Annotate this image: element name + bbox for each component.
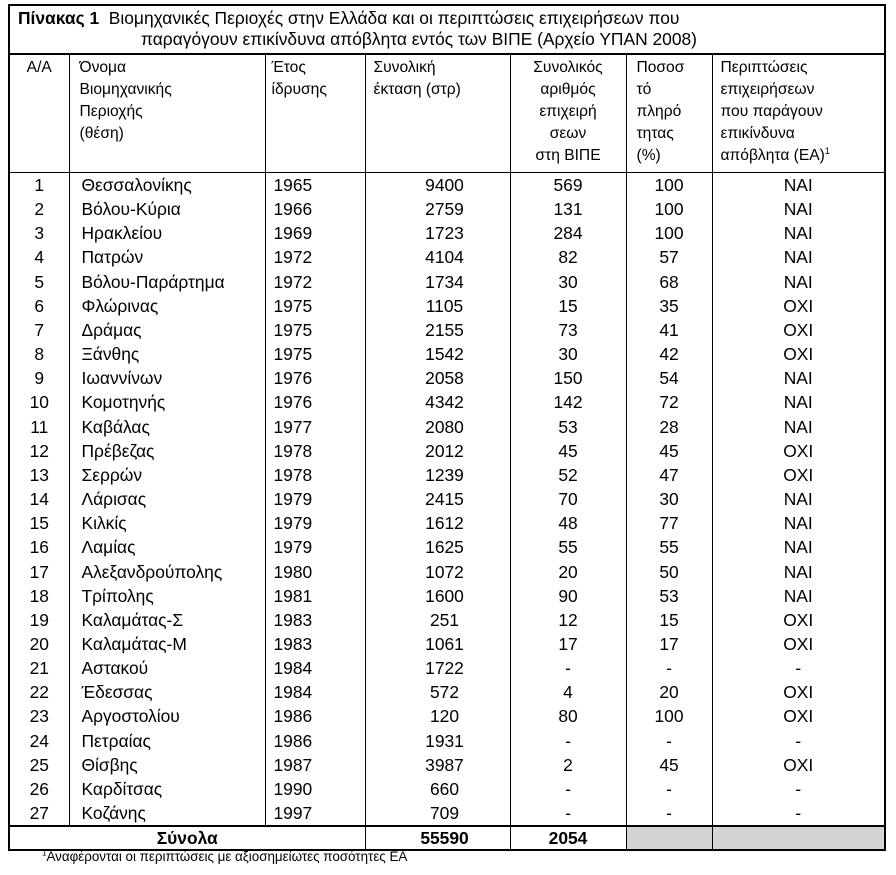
- row-hazard: ΟΧΙ: [712, 704, 885, 728]
- row-count: 52: [510, 463, 626, 487]
- row-aa: 21: [9, 656, 69, 680]
- row-area: 1734: [365, 270, 510, 294]
- row-count: 48: [510, 511, 626, 535]
- row-area: 2415: [365, 487, 510, 511]
- row-name: Καλαμάτας-Μ: [69, 632, 265, 656]
- row-year: 1975: [265, 342, 365, 366]
- row-aa: 20: [9, 632, 69, 656]
- row-area: 4342: [365, 390, 510, 414]
- row-pct: -: [626, 801, 712, 826]
- row-aa: 9: [9, 366, 69, 390]
- row-pct: 28: [626, 415, 712, 439]
- header-founded: Έτος ίδρυσης: [265, 54, 365, 173]
- row-aa: 18: [9, 584, 69, 608]
- row-area: 1612: [365, 511, 510, 535]
- row-hazard: ΝΑΙ: [712, 560, 885, 584]
- row-area: 4104: [365, 245, 510, 269]
- table-row: [9, 535, 885, 559]
- row-hazard: ΟΧΙ: [712, 318, 885, 342]
- row-area: 660: [365, 777, 510, 801]
- row-hazard: ΝΑΙ: [712, 415, 885, 439]
- header-hazard: Περιπτώσεις επιχειρήσεων που παράγουν επικίνδυνα απόβλητα $(EA)^1$: [712, 54, 885, 173]
- row-area: 2012: [365, 439, 510, 463]
- row-area: 2058: [365, 366, 510, 390]
- row-aa: 13: [9, 463, 69, 487]
- row-hazard: -: [712, 729, 885, 753]
- row-year: 1976: [265, 390, 365, 414]
- row-count: 131: [510, 197, 626, 221]
- row-name: Σερρών: [69, 463, 265, 487]
- totals-empty-hazard: [712, 826, 885, 850]
- row-name: Ιωαννίνων: [69, 366, 265, 390]
- row-count: 53: [510, 415, 626, 439]
- header-name: Όνομα Βιομηχανικής Περιοχής (θέση): [69, 54, 265, 173]
- row-count: -: [510, 656, 626, 680]
- row-name: Κοζάνης: [69, 801, 265, 826]
- row-aa: 24: [9, 729, 69, 753]
- table-row: [9, 704, 885, 728]
- table-row: [9, 294, 885, 318]
- row-year: 1975: [265, 318, 365, 342]
- totals-label: Σύνολα: [9, 826, 365, 850]
- table-row: [9, 318, 885, 342]
- row-year: 1984: [265, 656, 365, 680]
- table-row: [9, 197, 885, 221]
- table-row: [9, 656, 885, 680]
- row-aa: 15: [9, 511, 69, 535]
- row-name: Καβάλας: [69, 415, 265, 439]
- row-year: 1972: [265, 270, 365, 294]
- row-pct: 30: [626, 487, 712, 511]
- row-year: 1979: [265, 511, 365, 535]
- row-area: 3987: [365, 753, 510, 777]
- row-hazard: ΝΑΙ: [712, 221, 885, 245]
- table-row: [9, 608, 885, 632]
- row-year: 1980: [265, 560, 365, 584]
- row-pct: 53: [626, 584, 712, 608]
- row-name: Λάρισας: [69, 487, 265, 511]
- table-row: [9, 463, 885, 487]
- row-count: 70: [510, 487, 626, 511]
- caption-line-1: Βιομηχανικές Περιοχές στην Ελλάδα και οι περιπτώσεις επιχειρήσεων που: [108, 8, 680, 28]
- table-row: [9, 729, 885, 753]
- row-pct: 45: [626, 439, 712, 463]
- row-hazard: -: [712, 656, 885, 680]
- row-area: 1239: [365, 463, 510, 487]
- row-area: 1105: [365, 294, 510, 318]
- row-pct: 55: [626, 535, 712, 559]
- row-year: 1983: [265, 632, 365, 656]
- row-name: Πρέβεζας: [69, 439, 265, 463]
- row-pct: 72: [626, 390, 712, 414]
- totals-empty-pct: [626, 826, 712, 850]
- row-hazard: ΝΑΙ: [712, 197, 885, 221]
- row-area: 1931: [365, 729, 510, 753]
- row-area: 2080: [365, 415, 510, 439]
- row-aa: 8: [9, 342, 69, 366]
- row-hazard: ΝΑΙ: [712, 173, 885, 198]
- row-pct: 20: [626, 680, 712, 704]
- row-pct: 68: [626, 270, 712, 294]
- row-count: 2: [510, 753, 626, 777]
- row-year: 1978: [265, 463, 365, 487]
- table-row: [9, 270, 885, 294]
- row-year: 1976: [265, 366, 365, 390]
- footnote: [42, 849, 407, 864]
- totals-area: 55590: [365, 826, 510, 850]
- row-hazard: ΟΧΙ: [712, 342, 885, 366]
- row-count: 4: [510, 680, 626, 704]
- document: [8, 4, 884, 851]
- row-aa: 23: [9, 704, 69, 728]
- row-count: 150: [510, 366, 626, 390]
- row-count: 55: [510, 535, 626, 559]
- table-row: [9, 221, 885, 245]
- table-row: [9, 753, 885, 777]
- row-name: Καρδίτσας: [69, 777, 265, 801]
- row-aa: 1: [9, 173, 69, 198]
- row-pct: 35: [626, 294, 712, 318]
- row-hazard: ΟΧΙ: [712, 753, 885, 777]
- row-area: 251: [365, 608, 510, 632]
- row-area: 1072: [365, 560, 510, 584]
- row-name: Έδεσσας: [69, 680, 265, 704]
- footnote-marker: 1: [824, 145, 830, 156]
- table-row: [9, 245, 885, 269]
- row-pct: 77: [626, 511, 712, 535]
- row-hazard: ΝΑΙ: [712, 270, 885, 294]
- table-row: [9, 632, 885, 656]
- row-aa: 6: [9, 294, 69, 318]
- row-area: 1600: [365, 584, 510, 608]
- row-count: 30: [510, 342, 626, 366]
- row-year: 1990: [265, 777, 365, 801]
- row-count: 15: [510, 294, 626, 318]
- row-aa: 2: [9, 197, 69, 221]
- row-name: Φλώρινας: [69, 294, 265, 318]
- row-count: 17: [510, 632, 626, 656]
- row-count: 80: [510, 704, 626, 728]
- row-name: Ηρακλείου: [69, 221, 265, 245]
- row-area: 1625: [365, 535, 510, 559]
- row-year: 1984: [265, 680, 365, 704]
- row-name: Ξάνθης: [69, 342, 265, 366]
- row-area: 1723: [365, 221, 510, 245]
- row-year: 1997: [265, 801, 365, 826]
- table-row: [9, 390, 885, 414]
- row-hazard: ΝΑΙ: [712, 487, 885, 511]
- row-count: 82: [510, 245, 626, 269]
- row-name: Κιλκίς: [69, 511, 265, 535]
- row-hazard: ΟΧΙ: [712, 680, 885, 704]
- row-year: 1966: [265, 197, 365, 221]
- header-pct: Ποσοσ τό πληρό τητας (%): [626, 54, 712, 173]
- header-area: Συνολική έκταση (στρ): [365, 54, 510, 173]
- header-aa: Α/Α: [9, 54, 69, 173]
- row-area: 1061: [365, 632, 510, 656]
- row-aa: 4: [9, 245, 69, 269]
- row-pct: 47: [626, 463, 712, 487]
- row-name: Αστακού: [69, 656, 265, 680]
- row-area: 1542: [365, 342, 510, 366]
- row-hazard: -: [712, 777, 885, 801]
- row-year: 1986: [265, 704, 365, 728]
- row-count: 73: [510, 318, 626, 342]
- row-hazard: ΟΧΙ: [712, 294, 885, 318]
- row-count: -: [510, 801, 626, 826]
- caption-label: Πίνακας 1: [18, 8, 100, 28]
- row-pct: -: [626, 777, 712, 801]
- header-row: [9, 54, 885, 173]
- row-count: 142: [510, 390, 626, 414]
- row-year: 1975: [265, 294, 365, 318]
- row-pct: 17: [626, 632, 712, 656]
- row-count: 90: [510, 584, 626, 608]
- row-count: -: [510, 777, 626, 801]
- row-pct: 41: [626, 318, 712, 342]
- row-name: Πατρών: [69, 245, 265, 269]
- row-count: 20: [510, 560, 626, 584]
- row-hazard: ΝΑΙ: [712, 584, 885, 608]
- row-name: Αργοστολίου: [69, 704, 265, 728]
- table-row: [9, 777, 885, 801]
- industrial-areas-table: [8, 4, 886, 851]
- row-year: 1986: [265, 729, 365, 753]
- row-hazard: -: [712, 801, 885, 826]
- row-year: 1972: [265, 245, 365, 269]
- row-aa: 26: [9, 777, 69, 801]
- row-count: 12: [510, 608, 626, 632]
- row-area: 9400: [365, 173, 510, 198]
- row-hazard: ΝΑΙ: [712, 511, 885, 535]
- row-year: 1977: [265, 415, 365, 439]
- row-area: 572: [365, 680, 510, 704]
- table-row: [9, 680, 885, 704]
- row-name: Κομοτηνής: [69, 390, 265, 414]
- row-aa: 16: [9, 535, 69, 559]
- table-caption: [9, 5, 885, 54]
- row-pct: 100: [626, 221, 712, 245]
- row-aa: 22: [9, 680, 69, 704]
- row-year: 1979: [265, 487, 365, 511]
- row-area: 120: [365, 704, 510, 728]
- row-aa: 25: [9, 753, 69, 777]
- row-count: 569: [510, 173, 626, 198]
- table-row: [9, 511, 885, 535]
- row-pct: 42: [626, 342, 712, 366]
- row-year: 1969: [265, 221, 365, 245]
- row-pct: 54: [626, 366, 712, 390]
- row-year: 1979: [265, 535, 365, 559]
- row-pct: 57: [626, 245, 712, 269]
- row-count: 284: [510, 221, 626, 245]
- row-aa: 10: [9, 390, 69, 414]
- row-hazard: ΝΑΙ: [712, 366, 885, 390]
- table-row: [9, 584, 885, 608]
- row-name: Θίσβης: [69, 753, 265, 777]
- row-hazard: ΝΑΙ: [712, 390, 885, 414]
- row-pct: 50: [626, 560, 712, 584]
- row-hazard: ΟΧΙ: [712, 439, 885, 463]
- row-area: 2155: [365, 318, 510, 342]
- row-pct: 100: [626, 173, 712, 198]
- row-count: 30: [510, 270, 626, 294]
- row-count: 45: [510, 439, 626, 463]
- totals-count: 2054: [510, 826, 626, 850]
- row-name: Αλεξανδρούπολης: [69, 560, 265, 584]
- table-row: [9, 173, 885, 198]
- row-name: Θεσσαλονίκης: [69, 173, 265, 198]
- row-count: -: [510, 729, 626, 753]
- row-name: Καλαμάτας-Σ: [69, 608, 265, 632]
- row-pct: 100: [626, 704, 712, 728]
- table-row: [9, 487, 885, 511]
- caption-line-2: παραγόγουν επικίνδυνα απόβλητα εντός των ΒΙΠΕ (Αρχείο ΥΠΑΝ 2008): [141, 29, 697, 49]
- table-row: [9, 342, 885, 366]
- row-year: 1983: [265, 608, 365, 632]
- row-hazard: ΟΧΙ: [712, 608, 885, 632]
- footnote-number: 1: [42, 848, 47, 858]
- row-name: Λαμίας: [69, 535, 265, 559]
- row-hazard: ΝΑΙ: [712, 245, 885, 269]
- table-row: [9, 560, 885, 584]
- totals-row: [9, 826, 885, 850]
- row-name: Τρίπολης: [69, 584, 265, 608]
- row-name: Δράμας: [69, 318, 265, 342]
- row-aa: 11: [9, 415, 69, 439]
- row-aa: 27: [9, 801, 69, 826]
- row-aa: 3: [9, 221, 69, 245]
- row-pct: 15: [626, 608, 712, 632]
- row-name: Βόλου-Παράρτημα: [69, 270, 265, 294]
- row-year: 1987: [265, 753, 365, 777]
- row-aa: 17: [9, 560, 69, 584]
- row-pct: 45: [626, 753, 712, 777]
- table-row: [9, 366, 885, 390]
- table-body: [9, 173, 885, 827]
- row-year: 1965: [265, 173, 365, 198]
- row-pct: -: [626, 656, 712, 680]
- row-area: 2759: [365, 197, 510, 221]
- row-aa: 7: [9, 318, 69, 342]
- row-hazard: ΟΧΙ: [712, 463, 885, 487]
- row-pct: 100: [626, 197, 712, 221]
- row-aa: 19: [9, 608, 69, 632]
- row-name: Βόλου-Κύρια: [69, 197, 265, 221]
- row-hazard: ΟΧΙ: [712, 632, 885, 656]
- table-row: [9, 439, 885, 463]
- row-name: Πετραίας: [69, 729, 265, 753]
- row-pct: -: [626, 729, 712, 753]
- row-year: 1981: [265, 584, 365, 608]
- row-aa: 5: [9, 270, 69, 294]
- header-count: Συνολικός αριθμός επιχειρή σεων στη ΒΙΠΕ: [510, 54, 626, 173]
- row-hazard: ΝΑΙ: [712, 535, 885, 559]
- row-year: 1978: [265, 439, 365, 463]
- row-area: 1722: [365, 656, 510, 680]
- table-row: [9, 801, 885, 826]
- row-aa: 14: [9, 487, 69, 511]
- table-row: [9, 415, 885, 439]
- footnote-text: Αναφέρονται οι περιπτώσεις με αξιοσημείωτες ποσότητες ΕΑ: [46, 849, 408, 864]
- row-aa: 12: [9, 439, 69, 463]
- row-area: 709: [365, 801, 510, 826]
